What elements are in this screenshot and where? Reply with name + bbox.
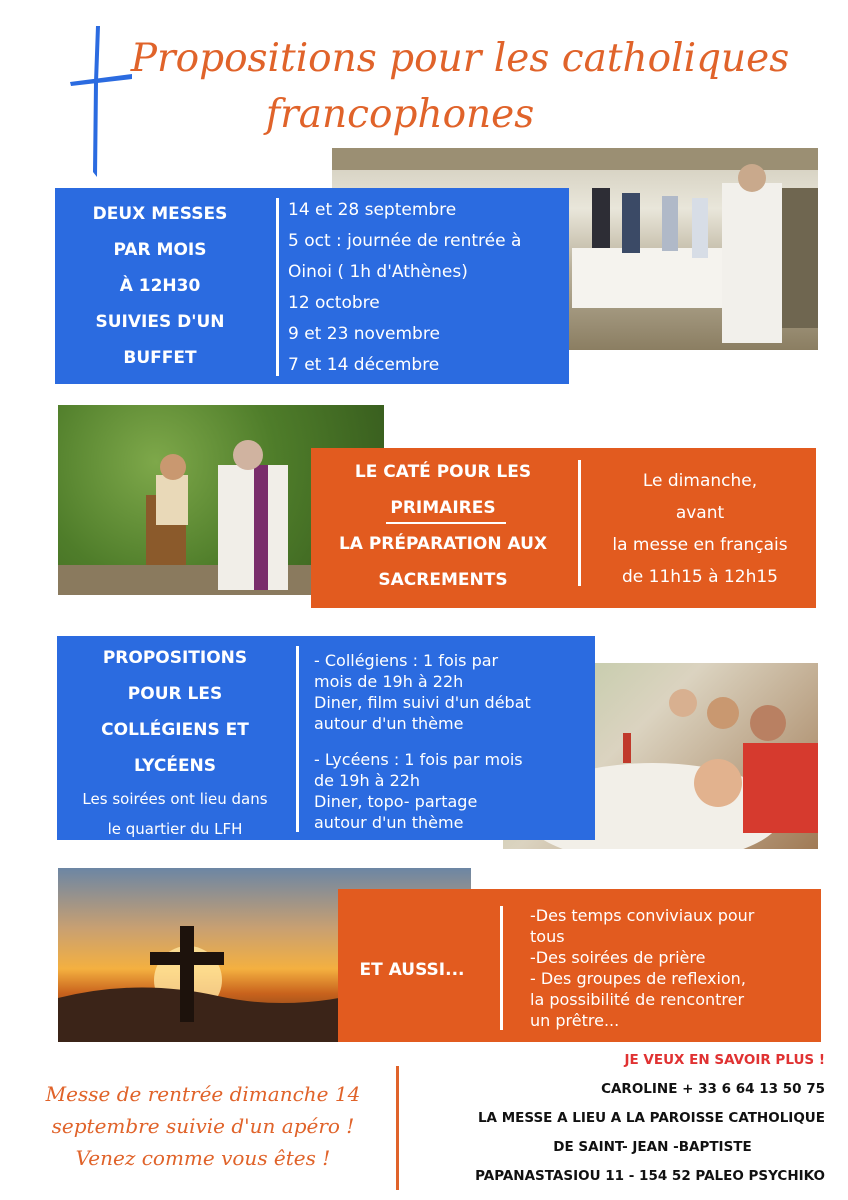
other-activities-list: [530, 905, 810, 1031]
list-item: un prêtre...: [530, 1011, 620, 1030]
list-item: 7 et 14 décembre: [288, 355, 440, 375]
list-item: -Des temps conviviaux pour: [530, 906, 755, 925]
mass-dates-list: [288, 195, 568, 381]
divider: [386, 522, 506, 524]
catechism-heading: LE CATÉ POUR LES PRIMAIRES LA PRÉPARATION AUX SACREMENTS: [338, 462, 548, 590]
divider: [276, 198, 279, 376]
list-item: Oinoi ( 1h d'Athènes): [288, 262, 468, 282]
list-item: 5 oct : journée de rentrée à: [288, 231, 522, 251]
catechism-info: Le dimanche, avant la messe en français de 11h15 à 12h15: [612, 471, 788, 587]
divider: [500, 906, 503, 1030]
contact-name: CAROLINE + 33 6 64 13 50 75: [601, 1081, 825, 1097]
list-item: - Des groupes de reflexion,: [530, 969, 746, 988]
page-title-line2: francophones: [265, 92, 535, 137]
masses-heading: DEUX MESSES PAR MOIS À 12H30 SUIVIES D'UN BUFFET: [92, 204, 228, 368]
address-line1: LA MESSE A LIEU A LA PAROISSE CATHOLIQUE: [477, 1110, 825, 1126]
divider: [296, 646, 299, 832]
list-item: tous: [530, 927, 565, 946]
list-item: 9 et 23 novembre: [288, 324, 440, 344]
divider: [396, 1066, 399, 1190]
address-line3: PAPANASTASIOU 11 - 154 52 PALEO PSYCHIKO: [475, 1168, 825, 1184]
list-item: -Des soirées de prière: [530, 948, 706, 967]
back-to-school-announcement: Messe de rentrée dimanche 14 septembre suivie d'un apéro ! Venez comme vous êtes !: [45, 1082, 361, 1170]
other-activities-heading: ET AUSSI...: [359, 960, 465, 980]
list-item: 14 et 28 septembre: [288, 200, 457, 220]
page-title-line1: Propositions pour les catholiques: [130, 36, 790, 81]
college-info: - Collégiens : 1 fois par mois de 19h à 22h Diner, film suivi d'un débat autour d'un thème: [314, 651, 531, 733]
contact-cta: JE VEUX EN SAVOIR PLUS !: [624, 1052, 825, 1068]
divider: [578, 460, 581, 586]
address-line2: DE SAINT- JEAN -BAPTISTE: [553, 1139, 752, 1155]
lycee-info: - Lycéens : 1 fois par mois de 19h à 22h Diner, topo- partage autour d'un thème: [314, 750, 523, 832]
list-item: 12 octobre: [288, 293, 380, 313]
youth-heading: PROPOSITIONS POUR LES COLLÉGIENS ET LYCÉENS Les soirées ont lieu dans le quartier du LFH: [82, 648, 268, 838]
list-item: la possibilité de rencontrer: [530, 990, 745, 1009]
